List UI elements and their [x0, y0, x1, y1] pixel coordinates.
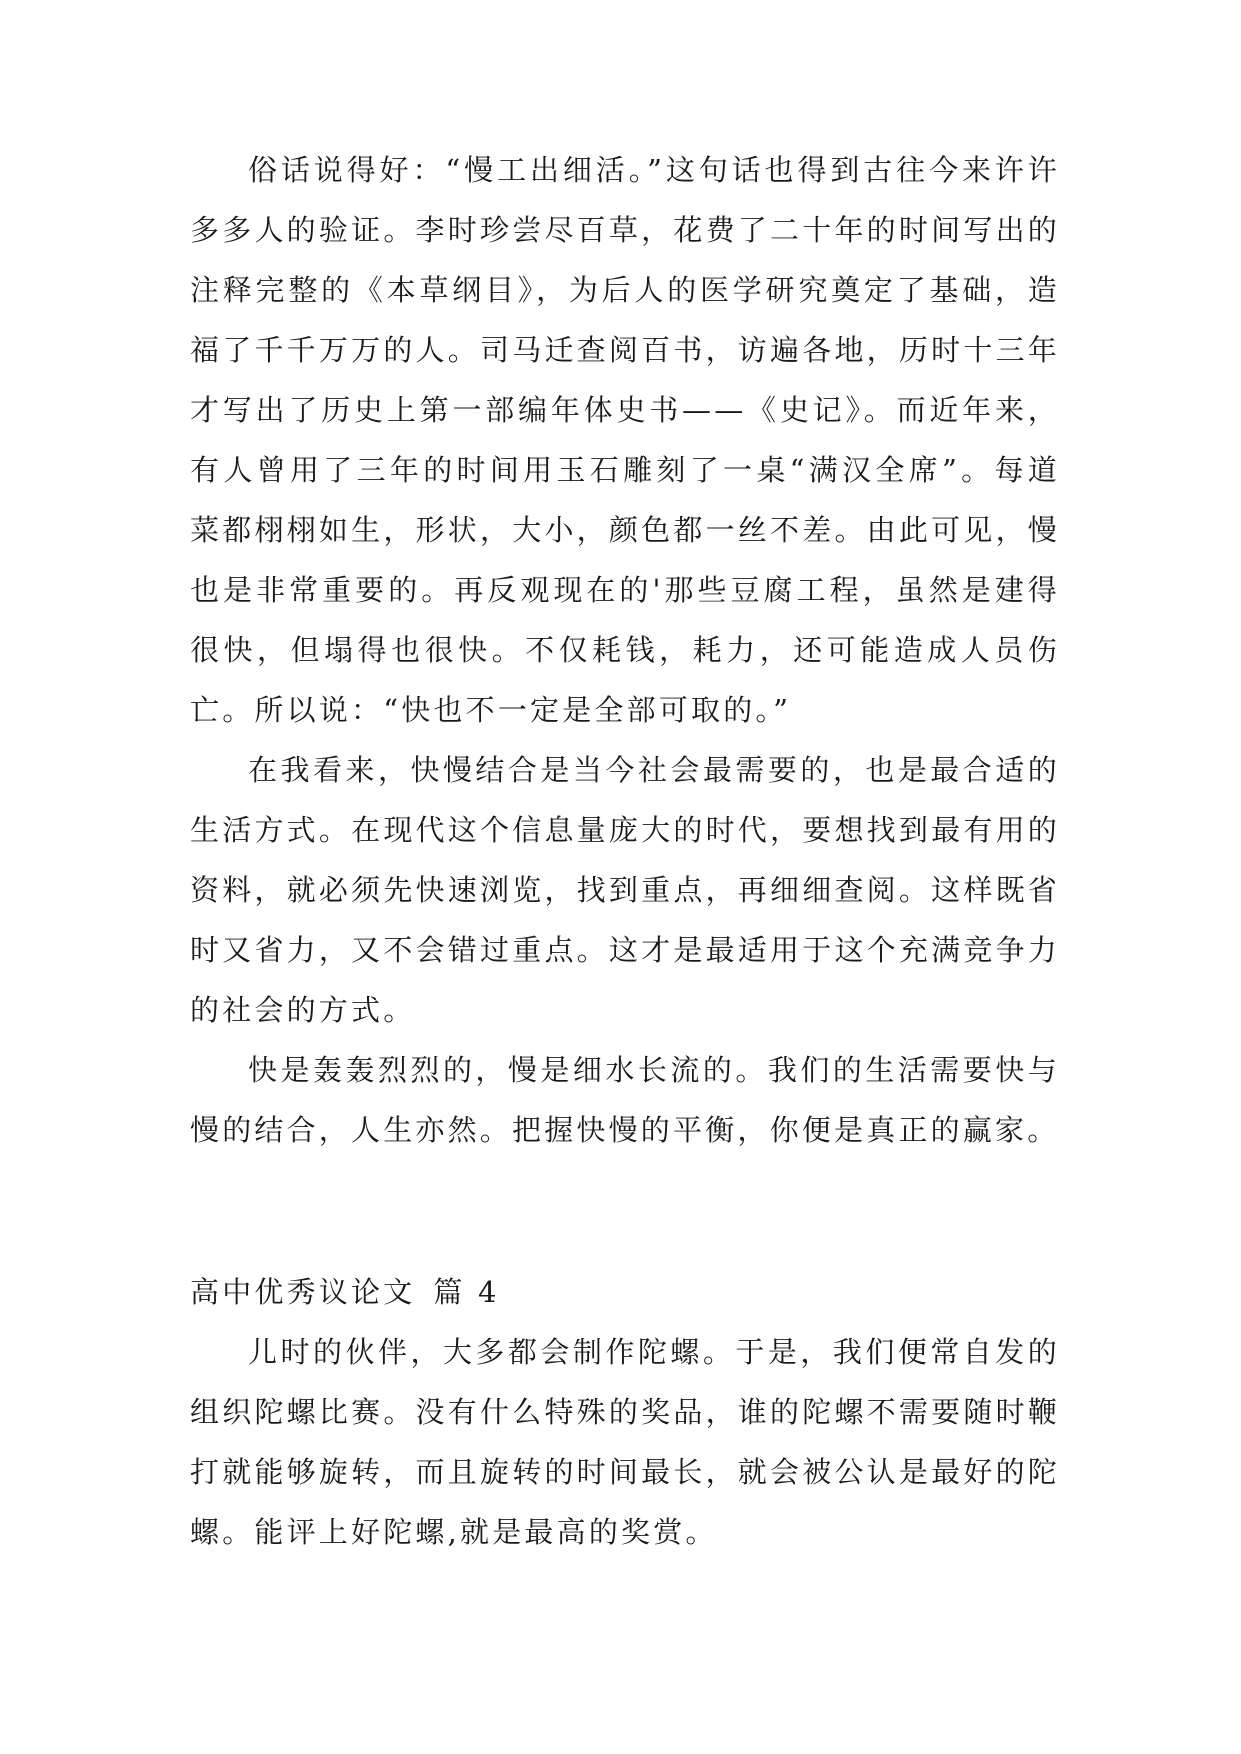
heading-title: 高中优秀议论文 [190, 1275, 416, 1309]
body-section-bottom [190, 1322, 1060, 1562]
paragraph-conclusion: 快是轰轰烈烈的，慢是细水长流的。我们的生活需要快与慢的结合，人生亦然。把握快慢的平衡，你便是真正的赢家。 [190, 1053, 1060, 1147]
heading-number: 篇 4 [433, 1275, 500, 1309]
section-heading [190, 1262, 1060, 1322]
paragraph-fast-slow-combination: 在我看来，快慢结合是当今社会最需要的，也是最合适的生活方式。在现代这个信息量庞大的时代，要想找到最有用的资料，就必须先快速浏览，找到重点，再细细查阅。这样既省时又省力，又不会错过重点。这才是最适用于这个充满竞争力的社会的方式。 [190, 753, 1060, 1027]
paragraph-slow-work: 俗话说得好：“慢工出细活。”这句话也得到古往今来许许多多人的验证。李时珍尝尽百草，花费了二十年的时间写出的注释完整的《本草纲目》，为后人的医学研究奠定了基础，造福了千千万万的人。司马迁查阅百书，访遍各地，历时十三年才写出了历史上第一部编年体史书——《史记》。而近年来，有人曾用了三年的时间用玉石雕刻了一桌“满汉全席”。每道菜都栩栩如生，形状，大小，颜色都一丝不差。由此可见，慢也是非常重要的。再反观现在的'那些豆腐工程，虽然是建得很快，但塌得也很快。不仅耗钱，耗力，还可能造成人员伤亡。所以说：“快也不一定是全部可取的。” [190, 153, 1060, 727]
body-section-top [190, 140, 1060, 1160]
paragraph-spinning-top: 儿时的伙伴，大多都会制作陀螺。于是，我们便常自发的组织陀螺比赛。没有什么特殊的奖品，谁的陀螺不需要随时鞭打就能够旋转，而且旋转的时间最长，就会被公认是最好的陀螺。能评上好陀螺,就是最高的奖赏。 [190, 1335, 1060, 1549]
